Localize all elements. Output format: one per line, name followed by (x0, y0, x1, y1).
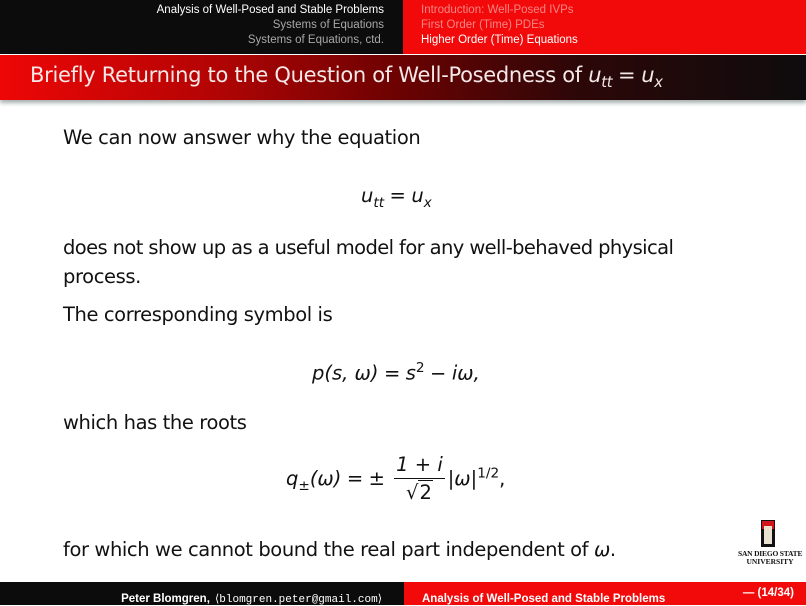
footer-author: Peter Blomgren, (121, 593, 210, 605)
paragraph-model-line1: does not show up as a useful model for any well-behaved physical (63, 236, 674, 259)
paragraph-conclusion: for which we cannot bound the real part independent of ω. (63, 538, 616, 561)
nav-section-systems[interactable]: Systems of Equations (272, 19, 384, 31)
paragraph-symbol: The corresponding symbol is (63, 303, 333, 326)
slide-title (30, 63, 663, 91)
footer (0, 582, 806, 605)
paragraph-intro: We can now answer why the equation (63, 126, 421, 149)
nav-subsection-higher-order[interactable]: Higher Order (Time) Equations (421, 34, 578, 46)
footer-title: Analysis of Well-Posed and Stable Problems (422, 593, 666, 605)
sdsu-logo (738, 520, 802, 568)
logo-line1: SAN DIEGO STATE (738, 549, 803, 558)
title-math: $u_{tt} = u_x$ (588, 63, 663, 92)
equation-roots: $q_\pm(\omega)$ = ± $\frac{1 + i}{√2}$ $|\omega|^{1/2}$, (286, 453, 506, 504)
sdsu-emblem-icon (761, 520, 775, 547)
logo-line2: UNIVERSITY (746, 557, 794, 566)
nav-section-analysis[interactable]: Analysis of Well-Posed and Stable Problems (156, 4, 384, 16)
slide-title-bar (0, 55, 806, 100)
header-navigation (0, 0, 806, 54)
nav-section-systems-ctd[interactable]: Systems of Equations, ctd. (247, 34, 384, 46)
title-text: Briefly Returning to the Question of Well-Posedness of (30, 63, 589, 87)
nav-subsection-intro[interactable]: Introduction: Well-Posed IVPs (421, 4, 574, 16)
footer-email: ⟨blomgren.peter@gmail.com⟩ (214, 594, 382, 606)
footer-author-block (0, 582, 404, 605)
footer-title-block (404, 582, 806, 605)
equation-symbol: p(s, $\omega) = s^2 - i\omega$, (312, 360, 480, 385)
nav-subsection-first-order[interactable]: First Order (Time) PDEs (421, 19, 545, 31)
page-number: — (14/34) (742, 587, 794, 599)
equation-utt-ux: $u_{tt} = u_x$ (361, 184, 432, 211)
paragraph-roots: which has the roots (63, 411, 247, 434)
header-sections (0, 0, 403, 54)
header-subsections (403, 0, 806, 54)
paragraph-model-line2: process. (63, 265, 141, 288)
fraction: $\frac{1 + i}{√2}$ (396, 453, 443, 504)
